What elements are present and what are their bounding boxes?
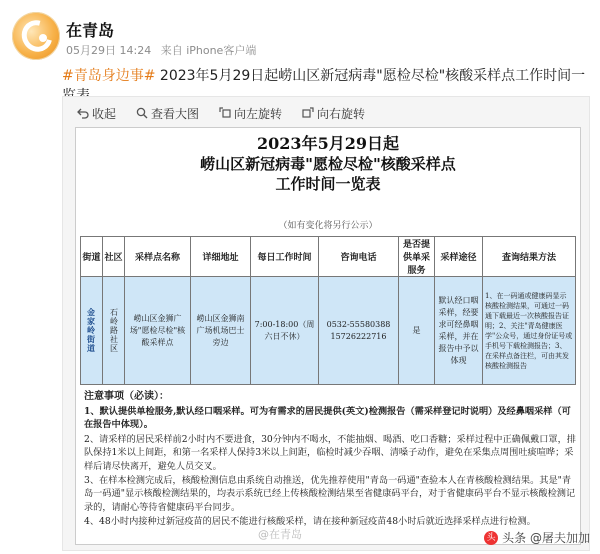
collapse-button[interactable]: 收起	[77, 105, 116, 122]
undo-icon	[77, 107, 89, 119]
cell-single-service: 是	[399, 277, 435, 385]
rotate-right-icon	[302, 107, 314, 119]
cell-phone: 0532-55580388 15726222716	[319, 277, 399, 385]
cell-method: 默认经口咽采样，经要求可经鼻咽采样，并在报告中予以体现	[435, 277, 483, 385]
note-item: 1、默认提供单检服务,默认经口咽采样。可为有需求的居民提供(英文)检测报告（需采样登记时说明）及经鼻咽采样（可在报告中体现）。	[84, 406, 571, 431]
hashtag-link[interactable]: #青岛身边事#	[62, 68, 156, 84]
cell-street: 金家岭街道	[81, 277, 103, 385]
schedule-image[interactable]	[75, 127, 581, 545]
table-header-row	[81, 237, 576, 277]
rotate-right-button[interactable]: 向右旋转	[302, 105, 365, 122]
image-viewer	[62, 96, 590, 551]
view-large-button[interactable]: 查看大图	[136, 105, 199, 122]
notes-section	[84, 390, 576, 529]
column-header: 每日工作时间	[251, 237, 319, 277]
rotate-left-icon	[219, 107, 231, 119]
cell-hours: 7:00-18:00（周六日不休）	[251, 277, 319, 385]
post-source: 来自 iPhone客户端	[160, 44, 257, 57]
notes-title: 注意事项（必读）：	[84, 391, 169, 402]
column-header: 采样途径	[435, 237, 483, 277]
column-header: 咨询电话	[319, 237, 399, 277]
column-header: 采样点名称	[125, 237, 191, 277]
column-header: 街道	[81, 237, 103, 277]
column-header: 是否提供单采服务	[399, 237, 435, 277]
cell-site-name: 崂山区金狮广场"愿检尽检"核酸采样点	[125, 277, 191, 385]
cell-address: 崂山区金狮南广场机场巴士旁边	[191, 277, 251, 385]
document-title: 2023年5月29日起 崂山区新冠病毒"愿检尽检"核酸采样点 工作时间一览表	[200, 134, 456, 193]
note-item: 2、请采样的居民采样前2小时内不要进食，30分钟内不喝水，不能抽烟、喝酒、吃口香糖；采样过程中正确佩戴口罩，排队保持1米以上间距，和第一名采样人保持3米以上间距，临检时减少吞咽、清嗓子动作，避免在采集点周围吐痰喧哗；采样后请尽快离开，避免人员交叉。	[84, 433, 576, 472]
schedule-table	[80, 236, 576, 385]
document-note: （如有变化将另行公示）	[278, 221, 378, 231]
toutiao-logo-icon: 头	[484, 531, 498, 545]
column-header: 查询结果方法	[483, 237, 576, 277]
note-item: 4、48小时内接种过新冠疫苗的居民不能进行核酸采样，请在接种新冠疫苗48小时后就近选择采样点进行检测。	[84, 516, 536, 528]
cell-community: 石岭路社区	[103, 277, 125, 385]
magnifier-icon	[136, 107, 148, 119]
post-meta	[66, 42, 262, 58]
column-header: 详细地址	[191, 237, 251, 277]
note-item: 3、在样本检测完成后，核酸检测信息由系统自动推送，优先推荐使用"青岛一码通"查验本人在青核酸检测结果。其是"青岛一码通"显示核酸检测结果的，均表示系统已经上传核酸检测结果至省健康码平台，对于省健康码平台不显示核酸检测记录的，请耐心等待省健康码平台同步。	[84, 475, 576, 513]
account-name[interactable]: 在青岛	[66, 21, 115, 40]
cell-query: 1、在一码通或健康码显示核酸检测结果，可通过一码通下载最近一次核酸报告证明；2、关注"青岛健康医学"公众号，通过身份证号或手机号下载检测报告；3、在采样点备注栏，可由其发核酸检测报告	[483, 277, 576, 385]
avatar[interactable]	[12, 12, 60, 60]
column-header: 社区	[103, 237, 125, 277]
post-date[interactable]: 05月29日 14:24	[66, 44, 152, 57]
table-row	[81, 277, 576, 385]
image-watermark: @在青岛	[258, 528, 302, 541]
rotate-left-button[interactable]: 向左旋转	[219, 105, 282, 122]
logo-swirl-icon	[16, 15, 58, 58]
post-header	[8, 8, 592, 68]
footer-source: 头 头条 @屠夫加加	[484, 529, 590, 546]
image-toolbar	[77, 103, 365, 123]
post-body: 2023年5月29日起崂山区新冠病毒"愿检尽检"核酸采样点工作时间一	[159, 68, 586, 84]
